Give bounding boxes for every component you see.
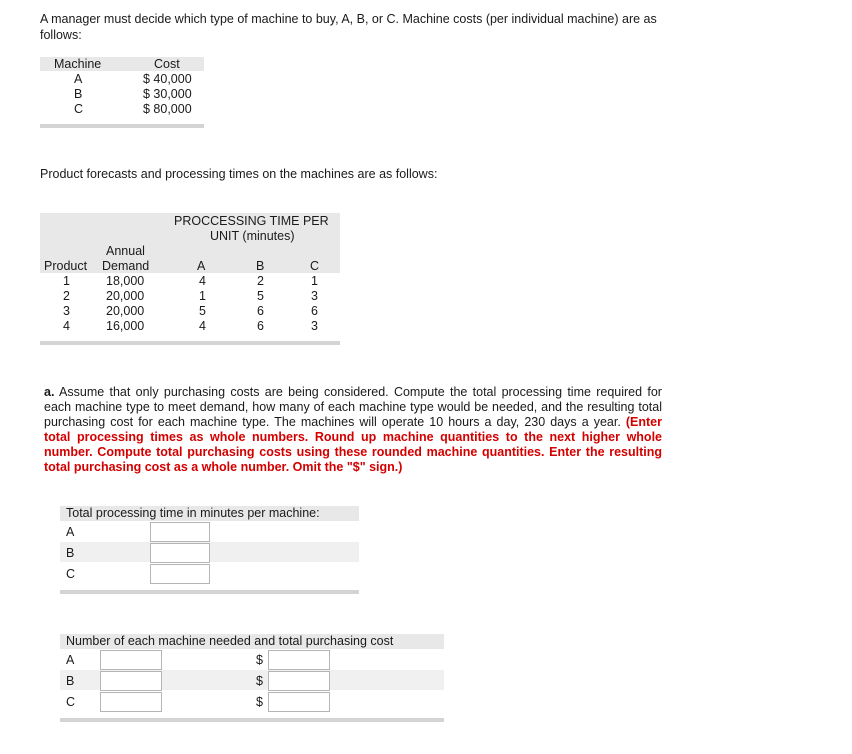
row-product: 4 [63,319,70,333]
cost-row-value: $ 40,000 [143,72,192,86]
machine-count-b-input[interactable] [100,671,162,691]
row-time-a: 5 [199,304,206,318]
intro-text: A manager must decide which type of machine to buy, A, B, or C. Machine costs (per individual machine) are as follows: [40,12,657,42]
answer-row-label: C [66,695,76,709]
machine-count-c-input[interactable] [100,692,162,712]
machine-count-a-input[interactable] [100,650,162,670]
processing-time-a-input[interactable] [150,522,210,542]
machines-answer-header: Number of each machine needed and total purchasing cost [66,634,394,648]
row-time-b: 2 [257,274,264,288]
header-machine-a: A [197,259,206,273]
row-demand: 20,000 [106,289,145,303]
currency-sign: $ [256,653,263,667]
processing-table-bottom-rule [40,341,340,345]
cost-row-value: $ 30,000 [143,87,192,101]
row-time-b: 6 [257,304,264,318]
currency-sign: $ [256,695,263,709]
row-time-c: 3 [311,319,318,333]
cost-header-cost: Cost [154,57,180,71]
purchase-cost-c-input[interactable] [268,692,330,712]
question-body: Assume that only purchasing costs are being considered. Compute the total processing time required for each machine type to meet demand, how many of each machine type would be needed, and the resulting total purchasing cost for each machine type. The machines will operate 10 hours a day, 230 days a year. [44,385,662,429]
annual-label: Annual [106,244,145,258]
question-text [44,385,662,475]
question-label: a. [44,385,55,399]
answer-row-label: B [66,674,75,688]
header-machine-b: B [256,259,265,273]
row-time-a: 4 [199,319,206,333]
purchase-cost-b-input[interactable] [268,671,330,691]
processing-answer-header: Total processing time in minutes per machine: [66,506,320,520]
answer-row-label: B [66,546,75,560]
processing-time-b-input[interactable] [150,543,210,563]
processing-time-c-input[interactable] [150,564,210,584]
header-machine-c: C [310,259,320,273]
cost-table-bottom-rule [40,124,204,128]
cost-row-machine: B [74,87,83,101]
row-demand: 18,000 [106,274,145,288]
row-time-c: 3 [311,289,318,303]
header-demand: Demand [102,259,150,273]
processing-group-header: PROCCESSING TIME PER [174,214,329,228]
row-time-a: 1 [199,289,206,303]
row-time-b: 6 [257,319,264,333]
row-product: 2 [63,289,70,303]
cost-header-machine: Machine [54,57,102,71]
processing-group-header-units: UNIT (minutes) [210,229,295,243]
row-product: 1 [63,274,70,288]
answer-row-label: C [66,567,76,581]
cost-row-machine: A [74,72,83,86]
row-demand: 20,000 [106,304,145,318]
header-product: Product [44,259,88,273]
cost-row-machine: C [74,102,84,116]
row-time-a: 4 [199,274,206,288]
row-time-b: 5 [257,289,264,303]
row-time-c: 6 [311,304,318,318]
row-time-c: 1 [311,274,318,288]
question-instructions: (Enter total processing times as whole numbers. Round up machine quantities to the next higher whole number. Compute total purchasing costs using these rounded machine quantities. Enter the resulting total purchasing cost as a whole number. Omit the "$" sign.) [44,415,662,474]
machines-answer-bottom-rule [60,718,444,722]
currency-sign: $ [256,674,263,688]
row-demand: 16,000 [106,319,145,333]
row-product: 3 [63,304,70,318]
processing-answer-bottom-rule [60,590,359,594]
cost-row-value: $ 80,000 [143,102,192,116]
answer-row-label: A [66,653,75,667]
purchase-cost-a-input[interactable] [268,650,330,670]
forecast-intro-text: Product forecasts and processing times on the machines are as follows: [40,167,438,181]
answer-row-label: A [66,525,75,539]
